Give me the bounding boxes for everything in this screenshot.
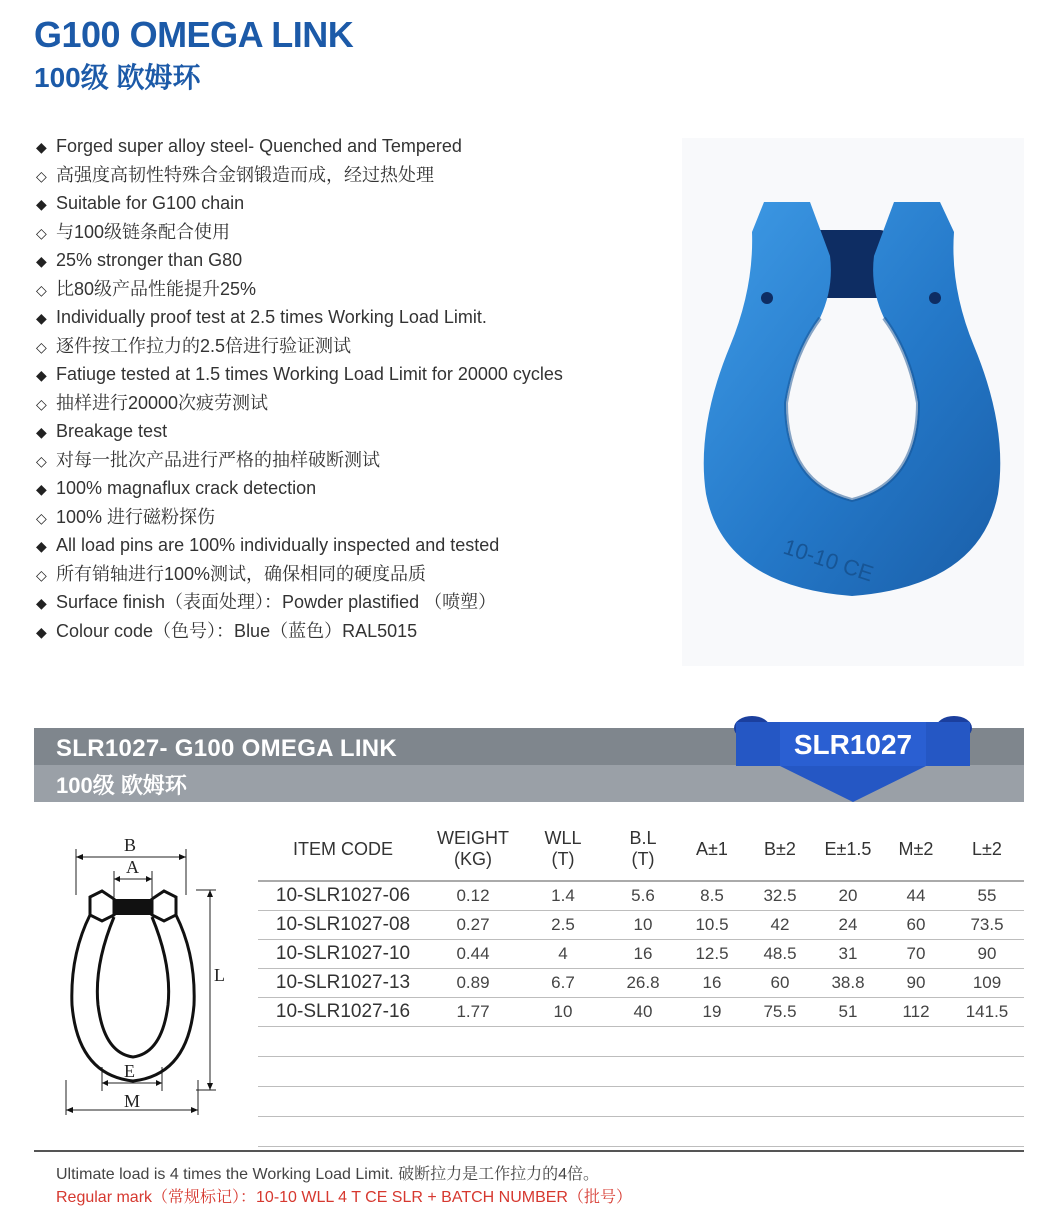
table-cell: 40 xyxy=(608,998,678,1027)
feature-item xyxy=(36,360,656,389)
feature-text: 100% 进行磁粉探伤 xyxy=(56,506,216,527)
feature-item xyxy=(36,246,656,275)
feature-text: 对每一批次产品进行严格的抽样破断测试 xyxy=(56,449,380,470)
column-header xyxy=(518,818,608,881)
item-code-cell: 10-SLR1027-10 xyxy=(258,940,428,969)
table-row xyxy=(258,998,1024,1027)
product-photo xyxy=(682,138,1024,666)
table-cell: 10 xyxy=(518,998,608,1027)
header-unit: (T) xyxy=(551,849,575,869)
table-cell: 60 xyxy=(746,969,814,998)
table-cell: 2.5 xyxy=(518,911,608,940)
feature-item xyxy=(36,474,656,503)
outline-diamond-icon: ◇ xyxy=(36,338,47,355)
feature-text: 比80级产品性能提升25% xyxy=(56,278,257,299)
diagram-label-a: A xyxy=(126,857,139,877)
dimension-diagram xyxy=(56,835,236,1115)
feature-item xyxy=(36,389,656,418)
diagram-label-e: E xyxy=(124,1061,135,1081)
table-cell: 0.12 xyxy=(428,881,518,911)
table-header-row xyxy=(258,818,1024,881)
pin-hole-left xyxy=(761,292,773,304)
table-cell: 32.5 xyxy=(746,881,814,911)
table-cell: 19 xyxy=(678,998,746,1027)
header-line: E±1.5 xyxy=(824,838,872,859)
filled-diamond-icon: ◆ xyxy=(36,196,47,212)
outline-diamond-icon: ◇ xyxy=(36,509,47,526)
empty-cell xyxy=(258,1117,1024,1147)
table-cell: 109 xyxy=(950,969,1024,998)
table-cell: 75.5 xyxy=(746,998,814,1027)
page-subtitle: 100级 欧姆环 xyxy=(34,62,201,93)
column-header xyxy=(258,818,428,881)
feature-text: 与100级链条配合使用 xyxy=(56,221,231,242)
section-title: SLR1027- G100 OMEGA LINK xyxy=(56,735,398,762)
table-cell: 112 xyxy=(882,998,950,1027)
diagram-label-l: L xyxy=(214,965,225,985)
column-header xyxy=(950,818,1024,881)
empty-cell xyxy=(258,1027,1024,1057)
table-cell: 90 xyxy=(882,969,950,998)
outline-diamond-icon: ◇ xyxy=(36,224,47,241)
feature-text: 逐件按工作拉力的2.5倍进行验证测试 xyxy=(56,335,352,356)
feature-text: Suitable for G100 chain xyxy=(56,193,245,213)
header-line: B±2 xyxy=(764,838,796,859)
header-line: WLL xyxy=(544,828,582,848)
empty-row xyxy=(258,1117,1024,1147)
filled-diamond-icon: ◆ xyxy=(36,310,47,326)
table-cell: 6.7 xyxy=(518,969,608,998)
omega-link-image xyxy=(682,138,1024,666)
column-header xyxy=(428,818,518,881)
table-cell: 90 xyxy=(950,940,1024,969)
outline-diamond-icon: ◇ xyxy=(36,167,47,184)
table-cell: 8.5 xyxy=(678,881,746,911)
feature-text: 抽样进行20000次疲劳测试 xyxy=(56,392,269,413)
feature-text: Forged super alloy steel- Quenched and Tempered xyxy=(56,136,462,156)
feature-item xyxy=(36,132,656,161)
feature-item xyxy=(36,417,656,446)
item-code-cell: 10-SLR1027-08 xyxy=(258,911,428,940)
table-cell: 0.89 xyxy=(428,969,518,998)
feature-text: Colour code（色号）：Blue（蓝色）RAL5015 xyxy=(56,620,418,641)
empty-row xyxy=(258,1027,1024,1057)
feature-text: 25% stronger than G80 xyxy=(56,250,243,270)
diagram-label-b: B xyxy=(124,835,137,855)
feature-item xyxy=(36,446,656,475)
feature-text: Fatiuge tested at 1.5 times Working Load Limit for 20000 cycles xyxy=(56,364,563,384)
item-code-cell: 10-SLR1027-13 xyxy=(258,969,428,998)
outline-diamond-icon: ◇ xyxy=(36,281,47,298)
empty-cell xyxy=(258,1057,1024,1087)
column-header xyxy=(608,818,678,881)
filled-diamond-icon: ◆ xyxy=(36,538,47,554)
feature-item xyxy=(36,161,656,190)
table-cell: 73.5 xyxy=(950,911,1024,940)
table-cell: 0.44 xyxy=(428,940,518,969)
table-cell: 16 xyxy=(678,969,746,998)
table-cell: 24 xyxy=(814,911,882,940)
column-header xyxy=(678,818,746,881)
feature-item xyxy=(36,531,656,560)
model-tag: SLR1027 xyxy=(793,729,913,760)
table-cell: 16 xyxy=(608,940,678,969)
column-header xyxy=(746,818,814,881)
ultimate-load-note: Ultimate load is 4 times the Working Load Limit. 破断拉力是工作拉力的4倍。 xyxy=(56,1166,599,1183)
empty-row xyxy=(258,1057,1024,1087)
table-cell: 48.5 xyxy=(746,940,814,969)
filled-diamond-icon: ◆ xyxy=(36,424,47,440)
table-cell: 60 xyxy=(882,911,950,940)
column-header xyxy=(814,818,882,881)
table-cell: 38.8 xyxy=(814,969,882,998)
feature-item xyxy=(36,332,656,361)
footer-divider xyxy=(34,1150,1024,1152)
table-cell: 70 xyxy=(882,940,950,969)
table-cell: 1.77 xyxy=(428,998,518,1027)
feature-item xyxy=(36,560,656,589)
table-cell: 0.27 xyxy=(428,911,518,940)
filled-diamond-icon: ◆ xyxy=(36,253,47,269)
feature-item xyxy=(36,617,656,646)
header-line: B.L xyxy=(629,828,657,848)
feature-item xyxy=(36,303,656,332)
filled-diamond-icon: ◆ xyxy=(36,139,47,155)
pin-hole-right xyxy=(929,292,941,304)
table-cell: 4 xyxy=(518,940,608,969)
header-line: L±2 xyxy=(972,838,1002,859)
feature-text: Surface finish（表面处理）：Powder plastified （喷塑） xyxy=(56,592,497,612)
header-line: A±1 xyxy=(696,838,728,859)
table-row xyxy=(258,911,1024,940)
engraving-text: 10-10 CE xyxy=(780,533,877,587)
item-code-cell: 10-SLR1027-16 xyxy=(258,998,428,1027)
feature-text: 100% magnaflux crack detection xyxy=(56,478,317,498)
table-cell: 51 xyxy=(814,998,882,1027)
header-line: ITEM CODE xyxy=(292,838,393,859)
header-unit: (T) xyxy=(631,849,655,869)
filled-diamond-icon: ◆ xyxy=(36,623,47,640)
feature-text: Breakage test xyxy=(56,421,168,441)
table-cell: 5.6 xyxy=(608,881,678,911)
feature-text: All load pins are 100% individually inspected and tested xyxy=(56,535,500,555)
diagram-label-m: M xyxy=(124,1091,141,1111)
page-title: G100 OMEGA LINK xyxy=(34,14,354,55)
filled-diamond-icon: ◆ xyxy=(36,595,47,611)
empty-cell xyxy=(258,1087,1024,1117)
column-header xyxy=(882,818,950,881)
item-code-cell: 10-SLR1027-06 xyxy=(258,881,428,911)
header-line: M±2 xyxy=(898,838,934,859)
regular-mark-note: Regular mark（常规标记）：10-10 WLL 4 T CE SLR + BATCH NUMBER（批号） xyxy=(56,1189,632,1206)
table-cell: 26.8 xyxy=(608,969,678,998)
table-cell: 1.4 xyxy=(518,881,608,911)
table-cell: 141.5 xyxy=(950,998,1024,1027)
feature-item xyxy=(36,588,656,617)
table-cell: 10.5 xyxy=(678,911,746,940)
table-cell: 12.5 xyxy=(678,940,746,969)
filled-diamond-icon: ◆ xyxy=(36,481,47,497)
outline-diamond-icon: ◇ xyxy=(36,452,47,469)
table-cell: 42 xyxy=(746,911,814,940)
table-row xyxy=(258,969,1024,998)
header-unit: (KG) xyxy=(454,849,492,869)
feature-item xyxy=(36,503,656,532)
table-cell: 31 xyxy=(814,940,882,969)
feature-list xyxy=(36,132,656,645)
table-row xyxy=(258,881,1024,911)
feature-item xyxy=(36,275,656,304)
empty-row xyxy=(258,1087,1024,1117)
section-subtitle: 100级 欧姆环 xyxy=(56,773,187,798)
table-cell: 10 xyxy=(608,911,678,940)
outline-diamond-icon: ◇ xyxy=(36,566,47,583)
table-cell: 55 xyxy=(950,881,1024,911)
feature-text: Individually proof test at 2.5 times Working Load Limit. xyxy=(56,307,487,327)
feature-text: 高强度高韧性特殊合金钢锻造而成，经过热处理 xyxy=(56,164,434,185)
filled-diamond-icon: ◆ xyxy=(36,367,47,383)
spec-table xyxy=(258,818,1024,1147)
feature-item xyxy=(36,218,656,247)
table-cell: 20 xyxy=(814,881,882,911)
table-row xyxy=(258,940,1024,969)
outline-diamond-icon: ◇ xyxy=(36,395,47,412)
table-cell: 44 xyxy=(882,881,950,911)
feature-item xyxy=(36,189,656,218)
feature-text: 所有销轴进行100%测试，确保相同的硬度品质 xyxy=(56,563,427,584)
header-line: WEIGHT xyxy=(437,828,509,848)
